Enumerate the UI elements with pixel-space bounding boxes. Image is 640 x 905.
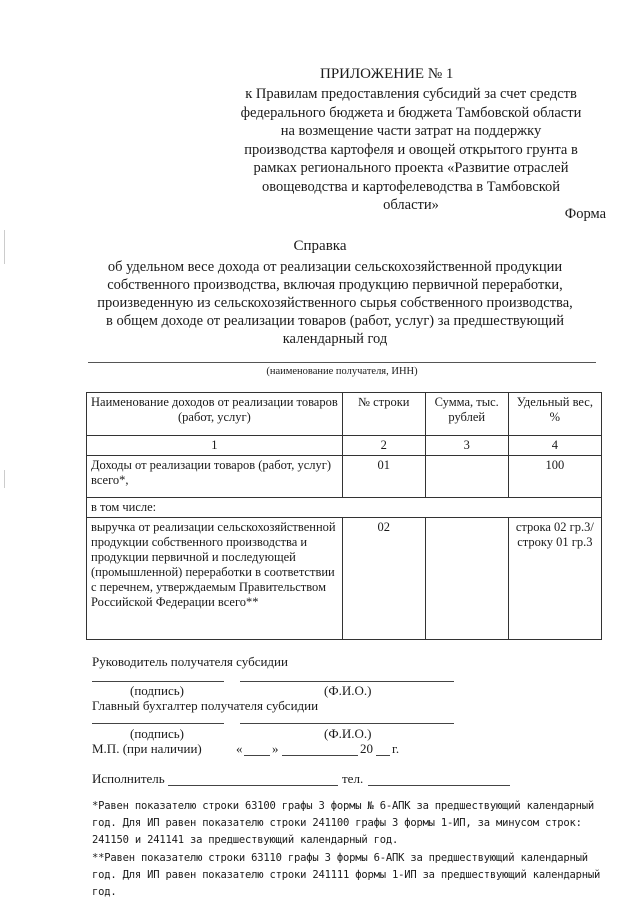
row-line-number: 01 <box>342 456 425 498</box>
date-year-prefix: 20 <box>360 741 373 756</box>
certificate-line: календарный год <box>282 331 388 347</box>
appendix-line: федерального бюджета и бюджета Тамбовской области <box>240 104 582 121</box>
date-year-suffix: г. <box>392 741 400 756</box>
head-fio-caption: (Ф.И.О.) <box>324 683 372 698</box>
header-income-name: Наименование доходов от реализации товаров (работ, услуг) <box>87 393 343 436</box>
appendix-text <box>196 85 626 215</box>
table-row <box>87 518 602 640</box>
date-year-field[interactable] <box>376 755 390 756</box>
table-header-row <box>87 393 602 436</box>
row-share: строка 02 гр.3/ строку 01 гр.3 <box>508 518 601 640</box>
header-share: Удельный вес, % <box>508 393 601 436</box>
certificate-line: произведенную из сельскохозяйственного сырья собственного производства, <box>97 295 573 311</box>
appendix-line: области» <box>383 197 439 213</box>
certificate-title: Справка <box>293 238 347 254</box>
recipient-caption: (наименование получателя, ИНН) <box>266 366 418 377</box>
head-signature-field[interactable] <box>92 681 224 682</box>
head-label: Руководитель получателя субсидии <box>92 654 288 669</box>
row-line-number: 02 <box>342 518 425 640</box>
phone-field[interactable] <box>368 785 510 786</box>
accountant-signature-caption: (подпись) <box>130 726 184 741</box>
header-line-number: № строки <box>342 393 425 436</box>
scan-edge-mark <box>4 470 5 488</box>
table-row <box>87 456 602 498</box>
executor-field[interactable] <box>168 785 338 786</box>
accountant-label: Главный бухгалтер получателя субсидии <box>92 698 319 713</box>
column-number: 4 <box>508 436 601 456</box>
row-name: выручка от реализации сельскохозяйственной продукции собственного производства и продукции первичной и последующей (промышленной) переработки в соответствии с перечнем, утверждаемым Правительством Российской Федерации всего** <box>87 518 343 640</box>
form-label: Форма <box>564 206 606 222</box>
date-quote-open: « <box>236 741 243 756</box>
head-signature-caption: (подпись) <box>130 683 184 698</box>
accountant-fio-field[interactable] <box>240 723 454 724</box>
certificate-subtitle <box>70 258 600 348</box>
column-number: 1 <box>87 436 343 456</box>
column-number-row <box>87 436 602 456</box>
accountant-fio-caption: (Ф.И.О.) <box>324 726 372 741</box>
certificate-line: собственного производства, включая продукцию первичной переработки, <box>107 277 563 293</box>
date-day-field[interactable] <box>244 755 270 756</box>
recipient-name-field[interactable] <box>88 362 596 363</box>
appendix-line: рамках регионального проекта «Развитие отраслей <box>253 160 569 176</box>
column-number: 3 <box>425 436 508 456</box>
header-sum: Сумма, тыс. рублей <box>425 393 508 436</box>
footnote-1: *Равен показателю строки 63100 графы 3 формы № 6-АПК за предшествующий календарный год. Для ИП равен показателю строки 241100 графы 3 формы 1-ИП, за минусом строк: 241150 и 241141 за предшествующий календарный год. <box>92 800 594 846</box>
appendix-line: овощеводства и картофелеводства в Тамбовской <box>261 178 561 195</box>
row-name: Доходы от реализации товаров (работ, услуг) всего*, <box>87 456 343 498</box>
phone-label: тел. <box>342 771 364 786</box>
appendix-line: к Правилам предоставления субсидий за счет средств <box>245 86 577 102</box>
footnote-2: **Равен показателю строки 63110 графы 3 формы 6-АПК за предшествующий календарный год. Для ИП равен показателю строки 241111 формы 1-ИП за предшествующий календарный год. <box>92 852 601 898</box>
row-share: 100 <box>508 456 601 498</box>
head-fio-field[interactable] <box>240 681 454 682</box>
column-number: 2 <box>342 436 425 456</box>
date-quote-close: » <box>272 741 279 756</box>
certificate-line: в общем доходе от реализации товаров (работ, услуг) за предшествующий <box>106 313 564 329</box>
accountant-signature-field[interactable] <box>92 723 224 724</box>
appendix-line: производства картофеля и овощей открытого грунта в <box>244 141 578 158</box>
stamp-label: М.П. (при наличии) <box>92 741 202 756</box>
subheading-including: в том числе: <box>87 498 602 518</box>
executor-label: Исполнитель <box>92 771 165 786</box>
date-month-field[interactable] <box>282 755 358 756</box>
table-row <box>87 498 602 518</box>
appendix-line: на возмещение части затрат на поддержку <box>280 123 542 139</box>
income-table <box>86 392 602 640</box>
certificate-line: об удельном весе дохода от реализации сельскохозяйственной продукции <box>107 259 563 275</box>
row-sum-cell[interactable] <box>425 456 508 498</box>
row-sum-cell[interactable] <box>425 518 508 640</box>
appendix-title: ПРИЛОЖЕНИЕ № 1 <box>320 66 454 82</box>
